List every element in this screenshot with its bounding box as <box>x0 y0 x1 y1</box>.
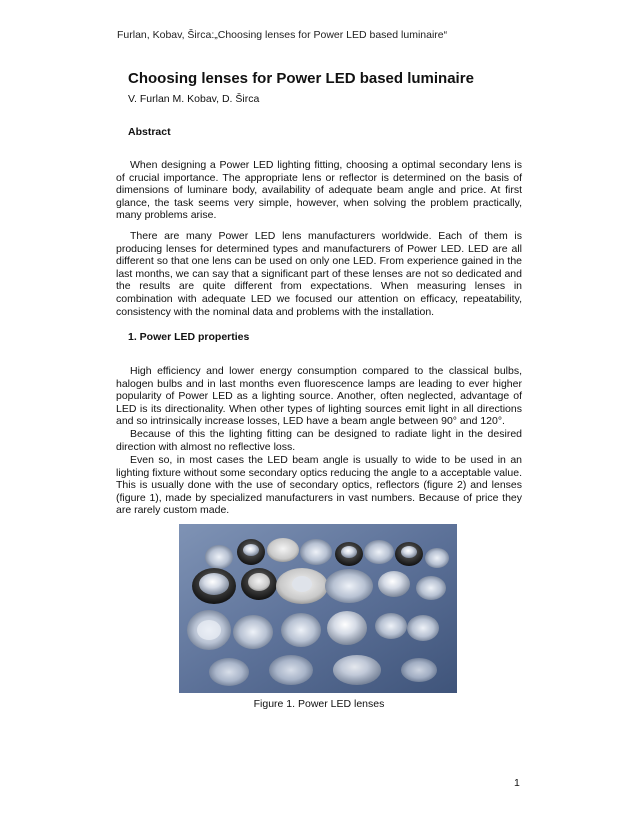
section-1-paragraph-1: High efficiency and lower energy consumption compared to the classical bulbs, halogen bulbs and in last months even fluorescence lamps are leading to ever higher popularity of Power LED as a lighting source. Another, often neglected, advantage of LED is its directionality. When other types of lighting sources emit light in all directions and so intrinsically increase losses, LED have a beam angle between 90° and 120°. <box>116 365 522 428</box>
figure-1-caption: Figure 1. Power LED lenses <box>253 698 385 710</box>
page-number: 1 <box>514 777 520 789</box>
section-1-heading: 1. Power LED properties <box>128 331 250 343</box>
paper-title: Choosing lenses for Power LED based luminaire <box>128 70 474 87</box>
paper-authors: V. Furlan M. Kobav, D. Širca <box>128 93 260 105</box>
running-header: Furlan, Kobav, Širca:„Choosing lenses for Power LED based luminaire“ <box>117 29 448 41</box>
section-1-paragraph-3: Even so, in most cases the LED beam angle is usually to wide to be used in an lighting fixture without some secondary optics reducing the angle to a acceptable value. This is usually done with the use of secondary optics, reflectors (figure 2) and lenses (figure 1), made by specialized manufacturers in vast numbers. Because of price they are rarely custom made. <box>116 454 522 517</box>
abstract-heading: Abstract <box>128 126 171 138</box>
abstract-paragraph-1: When designing a Power LED lighting fitting, choosing a optimal secondary lens is of crucial importance. The appropriate lens or reflector is determined on the basis of dimensions of luminare body, availability of adequate beam angle and price. At first glance, the task seems very simple, however, when solving the problem practically, many problems arise. <box>116 159 522 222</box>
section-1-paragraph-2: Because of this the lighting fitting can be designed to radiate light in the desired direction with almost no reflective loss. <box>116 428 522 453</box>
figure-1-image <box>179 524 457 693</box>
abstract-paragraph-2: There are many Power LED lens manufacturers worldwide. Each of them is producing lenses for determined types and manufacturers of Power LED. LED are all different so that one lens can be used on only one LED. From experience gained in the last months, we can say that a significant part of these lenses are not so dedicated and the results are quite different from expectations. When measuring lenses in combination with adequate LED we focused our attention on efficacy, repeatability, consistency with the nominal data and problems with the installation. <box>116 230 522 318</box>
